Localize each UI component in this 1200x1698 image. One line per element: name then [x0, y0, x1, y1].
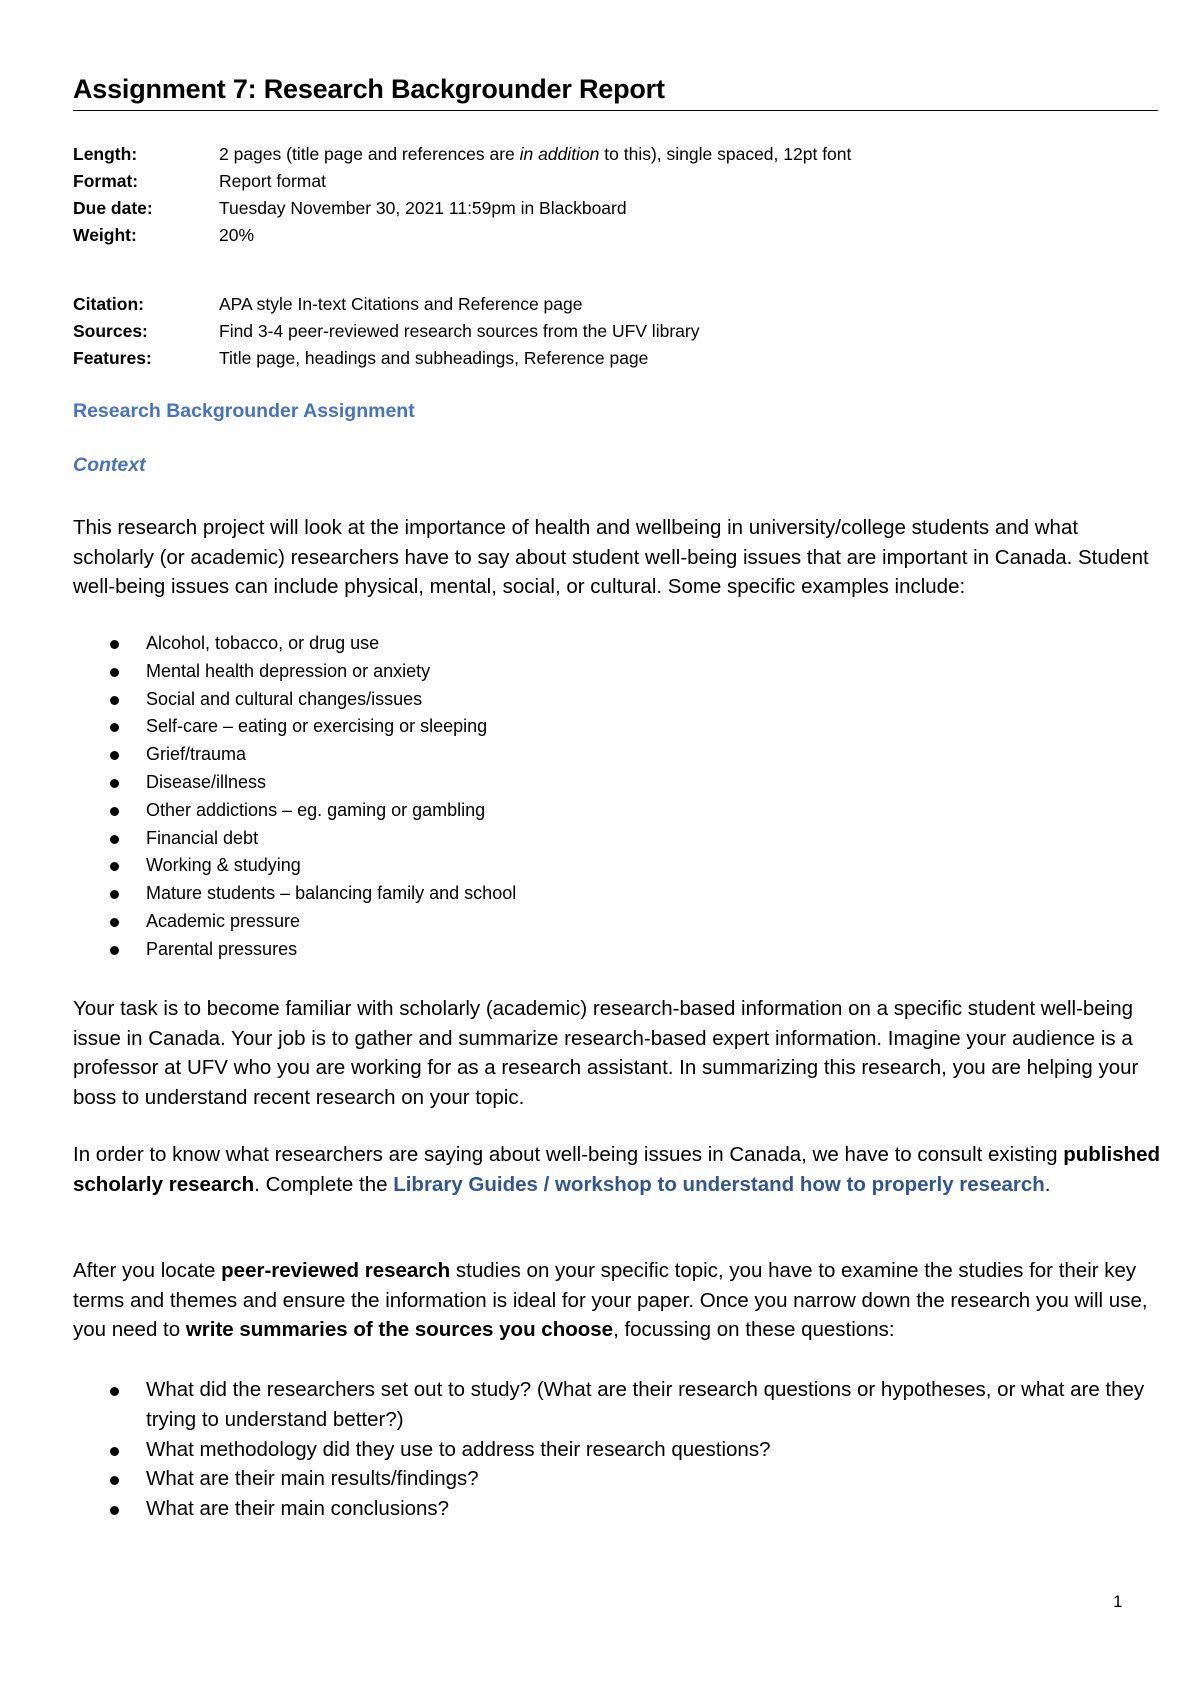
list-item [73, 741, 516, 769]
length-label: Length: [73, 144, 138, 164]
bullet-icon [110, 807, 119, 816]
list-item-text: Other addictions – eg. gaming or gambling [146, 799, 486, 820]
list-item-text: Self-care – eating or exercising or sleeping [146, 716, 488, 737]
locate-text-pre: After you locate [73, 1259, 222, 1282]
format-row [73, 168, 851, 195]
length-row [73, 141, 851, 168]
bullet-icon [110, 1506, 119, 1515]
bullet-icon [110, 946, 119, 955]
locate-text-bold-2: write summaries of the sources you choose [185, 1318, 614, 1341]
list-item-text: Grief/trauma [146, 744, 247, 765]
list-item [73, 713, 516, 741]
citation-value: APA style In-text Citations and Reference page [219, 294, 583, 314]
consult-text-pre: In order to know what researchers are saying about well-being issues in Canada, we have to consult existing [73, 1143, 1064, 1166]
list-item-text: Alcohol, tobacco, or drug use [146, 633, 380, 653]
list-item-text: Financial debt [146, 827, 259, 848]
list-item [73, 797, 516, 825]
citation-details [73, 291, 699, 372]
consult-paragraph [73, 1140, 1163, 1199]
locate-paragraph [73, 1256, 1163, 1345]
assignment-details [73, 141, 851, 249]
list-item [73, 1464, 1163, 1494]
list-item [73, 1435, 1163, 1465]
due-date-row [73, 195, 851, 222]
list-item [73, 825, 516, 853]
bullet-icon [110, 1476, 119, 1485]
bullet-icon [110, 862, 119, 871]
document-title: Assignment 7: Research Backgrounder Report [73, 74, 1158, 111]
bullet-icon [110, 751, 119, 760]
length-value-post: to this), single spaced, 12pt font [599, 144, 852, 164]
list-item [73, 630, 516, 658]
weight-label: Weight: [73, 225, 137, 245]
list-item-text: What are their main conclusions? [146, 1497, 450, 1521]
list-item-text: What are their main results/findings? [146, 1467, 479, 1491]
list-item-text: What did the researchers set out to study? (What are their research questions or hypotheses, or what are they trying to understand better?) [146, 1378, 1145, 1431]
consult-text-bold: published scholarly research [73, 1143, 1161, 1196]
list-item-text: Disease/illness [146, 771, 267, 792]
list-item [73, 908, 516, 936]
list-item [73, 658, 516, 686]
list-item-text: Working & studying [146, 855, 301, 876]
format-value: Report format [219, 171, 326, 191]
bullet-icon [110, 890, 119, 899]
features-label: Features: [73, 348, 152, 368]
weight-value: 20% [219, 225, 255, 245]
bullet-icon [110, 835, 119, 844]
list-item-text: What methodology did they use to address their research questions? [146, 1437, 771, 1461]
bullet-icon [110, 723, 119, 732]
list-item [73, 686, 516, 714]
list-item-text: Mental health depression or anxiety [146, 660, 431, 681]
consult-text-mid: . Complete the [254, 1172, 394, 1196]
format-label: Format: [73, 171, 139, 191]
locate-text-bold-1: peer-reviewed research [221, 1259, 451, 1282]
sources-label: Sources: [73, 321, 148, 341]
bullet-icon [110, 779, 119, 788]
section-heading: Research Backgrounder Assignment [73, 400, 415, 422]
length-value-emphasis: in addition [519, 144, 600, 164]
citation-row [73, 291, 699, 318]
weight-row [73, 222, 851, 249]
list-item [73, 1375, 1163, 1435]
bullet-icon [110, 1447, 119, 1456]
due-date-label: Due date: [73, 198, 153, 218]
issues-list [73, 630, 516, 964]
context-heading: Context [73, 454, 146, 476]
list-item-text: Parental pressures [146, 938, 298, 959]
sources-value: Find 3-4 peer-reviewed research sources from the UFV library [219, 321, 700, 341]
task-paragraph: Your task is to become familiar with scholarly (academic) research-based information on a specific student well-being issue in Canada. Your job is to gather and summarize research-based expert information. Imagine your audience is a professor at UFV who you are working for as a research assistant. In summarizing this research, you are helping your boss to understand recent research on your topic. [73, 997, 1139, 1109]
due-date-value: Tuesday November 30, 2021 11:59pm in Blackboard [219, 198, 627, 218]
library-guides-link[interactable]: Library Guides / workshop to understand how to properly research [393, 1172, 1045, 1196]
list-item [73, 769, 516, 797]
list-item-text: Social and cultural changes/issues [146, 688, 423, 709]
bullet-icon [110, 696, 119, 705]
intro-paragraph: This research project will look at the importance of health and wellbeing in university/college students and what scholarly (or academic) researchers have to say about student well-being issues that are important in Canada. Student well-being issues can include physical, mental, social, or cultural. Some specific examples include: [73, 516, 1149, 598]
consult-text-post: . [1044, 1172, 1051, 1196]
length-value-pre: 2 pages (title page and references are [219, 144, 520, 164]
page-number: 1 [1113, 1592, 1123, 1611]
document-page [73, 0, 1161, 1698]
bullet-icon [110, 1387, 119, 1396]
list-item-text: Academic pressure [146, 910, 301, 931]
list-item [73, 852, 516, 880]
locate-text-post: , focussing on these questions: [613, 1318, 895, 1341]
citation-label: Citation: [73, 294, 144, 314]
length-value [219, 141, 851, 168]
list-item [73, 880, 516, 908]
bullet-icon [110, 668, 119, 677]
list-item [73, 936, 516, 964]
locate-text-mid: studies on your specific topic, you have to examine the studies for their key terms and themes and ensure the information is ideal for your paper. Once you narrow down the research you will use, you need to [73, 1259, 1148, 1341]
bullet-icon [110, 640, 119, 649]
list-item [73, 1494, 1163, 1524]
questions-list [73, 1375, 1163, 1524]
features-value: Title page, headings and subheadings, Reference page [219, 348, 649, 368]
bullet-icon [110, 918, 119, 927]
features-row [73, 345, 699, 372]
list-item-text: Mature students – balancing family and school [146, 883, 517, 904]
sources-row [73, 318, 699, 345]
